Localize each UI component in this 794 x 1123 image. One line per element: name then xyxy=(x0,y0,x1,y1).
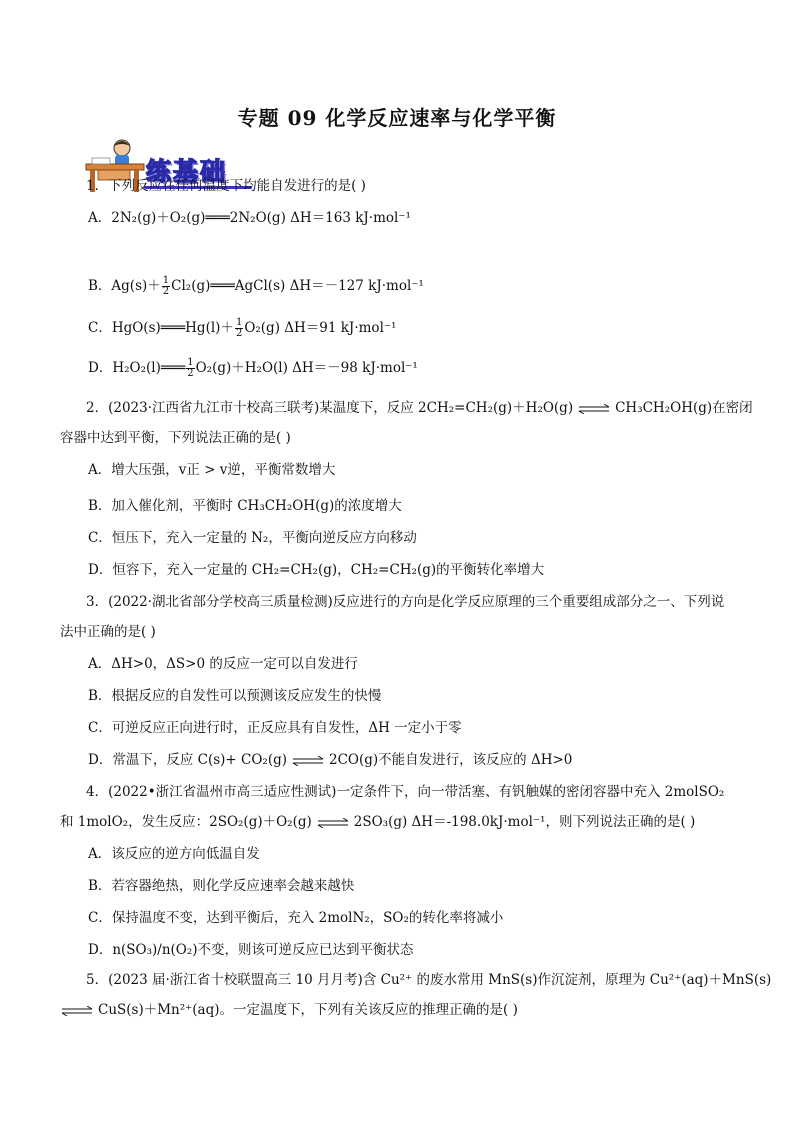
question-1-stem: 1．下列反应在任何温度下均能自发进行的是( ) xyxy=(86,178,366,194)
equilibrium-arrow-icon xyxy=(577,404,611,414)
question-2-option-d: D．恒容下，充入一定量的 CH₂=CH₂(g)，CH₂=CH₂(g)的平衡转化率增大 xyxy=(88,562,545,578)
question-4-option-c: C．保持温度不变，达到平衡后，充入 2molN₂，SO₂的转化率将减小 xyxy=(88,910,504,926)
question-4-stem-cont: 和 1molO₂，发生反应：2SO₂(g)＋O₂(g) 2SO₃(g) ΔH＝-198.0kJ·mol⁻¹，则下列说法正确的是( ) xyxy=(60,814,696,830)
equilibrium-arrow-icon xyxy=(291,756,325,766)
question-3-option-b: B．根据反应的自发性可以预测该反应发生的快慢 xyxy=(88,688,382,704)
question-4-option-a: A．该反应的逆方向低温自发 xyxy=(88,846,260,862)
question-3-option-a: A．ΔH>0，ΔS>0 的反应一定可以自发进行 xyxy=(88,656,358,672)
equilibrium-arrow-icon xyxy=(60,1006,94,1016)
question-3-option-d: D．常温下，反应 C(s)+ CO₂(g) 2CO(g)不能自发进行，该反应的 ΔH>0 xyxy=(88,752,573,768)
question-1-option-c: C．HgO(s)═══Hg(l)＋ $\frac{1}{2}$ O₂(g) ΔH＝91 kJ·mol⁻¹ xyxy=(88,317,397,339)
question-2-option-c: C．恒压下，充入一定量的 N₂，平衡向逆反应方向移动 xyxy=(88,530,417,546)
question-3-option-c: C．可逆反应正向进行时，正反应具有自发性，ΔH 一定小于零 xyxy=(88,720,462,736)
question-4-option-b: B．若容器绝热，则化学反应速率会越来越快 xyxy=(88,878,355,894)
question-5-stem-cont: CuS(s)＋Mn²⁺(aq)。一定温度下，下列有关该反应的推理正确的是( ) xyxy=(60,1000,518,1020)
question-2-stem-cont: 容器中达到平衡，下列说法正确的是( ) xyxy=(60,430,291,446)
equilibrium-arrow-icon xyxy=(316,818,350,828)
question-4-stem: 4．(2022•浙江省温州市高三适应性测试)一定条件下，向一带活塞、有钒触媒的密闭容器中充入 2molSO₂ xyxy=(86,784,725,800)
fraction: $\frac{1}{2}$ xyxy=(187,357,194,379)
question-3-stem-cont: 法中正确的是( ) xyxy=(60,624,156,640)
question-1-option-a: A．2N₂(g)＋O₂(g)═══2N₂O(g) ΔH＝163 kJ·mol⁻¹ xyxy=(88,210,411,226)
section-badge-label: 练基础 xyxy=(146,157,228,186)
question-2-option-a: A．增大压强，v正 > v逆，平衡常数增大 xyxy=(88,462,336,478)
page-title: 专题 09 化学反应速率与化学平衡 xyxy=(237,106,557,130)
question-3-stem: 3．(2022·湖北省部分学校高三质量检测)反应进行的方向是化学反应原理的三个重要组成部分之一、下列说 xyxy=(86,594,725,610)
question-4-option-d: D．n(SO₃)/n(O₂)不变，则该可逆反应已达到平衡状态 xyxy=(88,942,414,958)
fraction: $\frac{1}{2}$ xyxy=(235,317,243,339)
question-1-option-b: B．Ag(s)＋ $\frac{1}{2}$ Cl₂(g)═══AgCl(s) ΔH＝－127 kJ·mol⁻¹ xyxy=(88,275,424,297)
question-5-stem: 5．(2023 届·浙江省十校联盟高三 10 月月考)含 Cu²⁺ 的废水常用 MnS(s)作沉淀剂，原理为 Cu²⁺(aq)＋MnS(s) xyxy=(86,972,772,988)
question-2-option-b: B．加入催化剂，平衡时 CH₃CH₂OH(g)的浓度增大 xyxy=(88,498,402,514)
question-2-stem: 2．(2023·江西省九江市十校高三联考)某温度下，反应 2CH₂=CH₂(g)＋H₂O(g) CH₃CH₂OH(g)在密闭 xyxy=(86,400,753,416)
fraction: $\frac{1}{2}$ xyxy=(162,275,170,297)
question-1-option-d: D．H₂O₂(l)═══ $\frac{1}{2}$ O₂(g)＋H₂O(l) ΔH＝－98 kJ·mol⁻¹ xyxy=(88,357,418,379)
